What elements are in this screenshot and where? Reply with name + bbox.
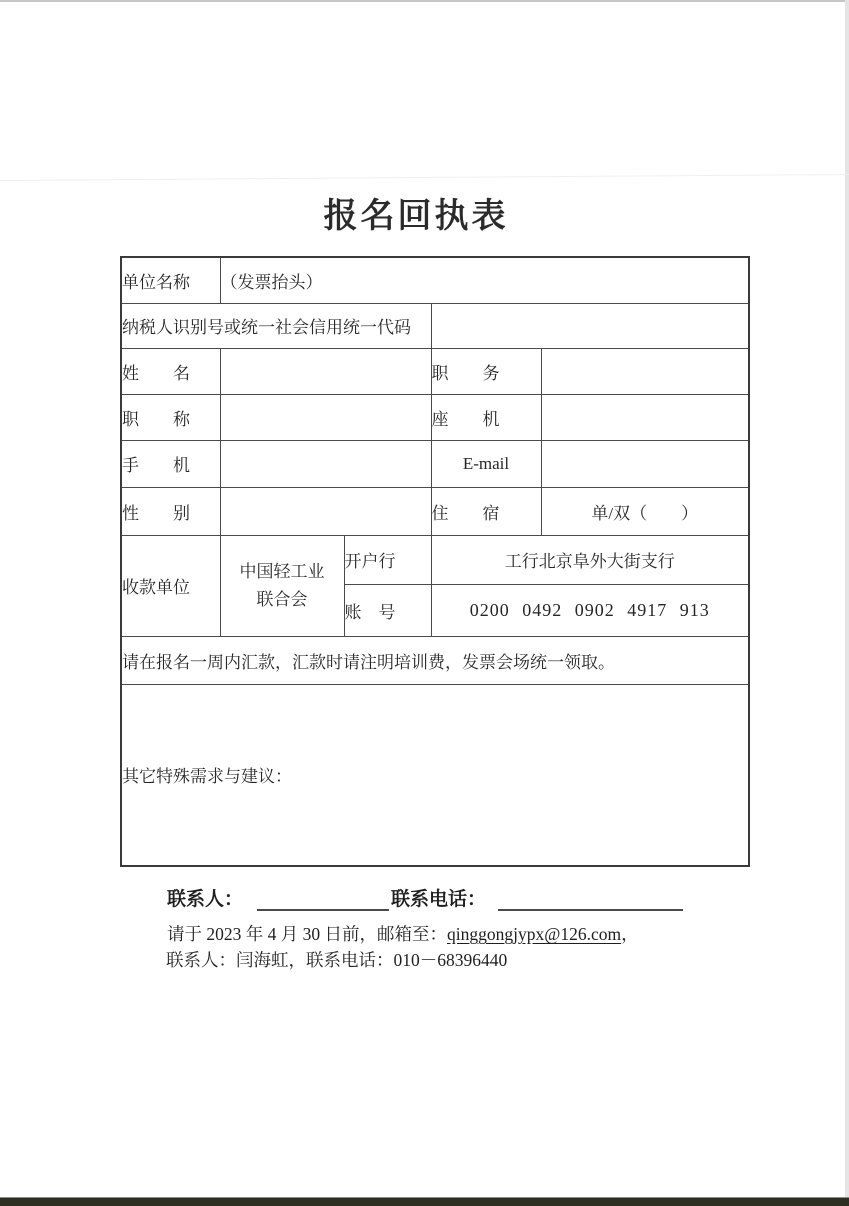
mobile-label-cell: 手 机 (121, 440, 220, 487)
payee-label-cell: 收款单位 (121, 535, 220, 636)
unit-name-label-cell: 单位名称 (121, 257, 220, 303)
contact-blank-line (167, 884, 683, 911)
prof-title-label-cell: 职 称 (121, 394, 220, 440)
row-payee-bank (121, 535, 749, 584)
lodging-value-cell: 单/双（ ） (541, 487, 749, 535)
contact-phone-label: 联系电话： (391, 889, 487, 910)
row-special-needs (121, 684, 749, 866)
row-remit-note (121, 636, 749, 684)
bank-value-cell: 工行北京阜外大街支行 (431, 535, 749, 584)
page-right-edge (845, 0, 849, 1206)
duty-label-cell: 职 务 (431, 348, 541, 394)
gender-label-cell: 性 别 (121, 487, 220, 535)
account-value-cell: 0200 0492 0902 4917 913 (431, 584, 749, 636)
tax-id-label-cell: 纳税人识别号或统一社会信用统一代码 (121, 303, 431, 348)
deadline-line (167, 921, 639, 946)
deadline-prefix-text: 请于 2023 年 4 月 30 日前，邮箱至： (167, 924, 447, 944)
email-value-cell (541, 440, 749, 487)
payee-org-line1: 中国轻工业 (239, 562, 325, 582)
contact-phone-blank (498, 890, 683, 911)
page-title: 报名回执表 (323, 198, 509, 235)
special-needs-cell: 其它特殊需求与建议： (121, 684, 749, 866)
landline-label-cell: 座 机 (431, 394, 541, 440)
mobile-value-cell (220, 440, 431, 487)
remit-note-cell: 请在报名一周内汇款，汇款时请注明培训费，发票会场统一领取。 (121, 636, 749, 684)
email-address-text: qinggongjypx@126.com (447, 924, 622, 944)
scan-crease-line (0, 174, 849, 181)
prof-title-value-cell (220, 394, 431, 440)
row-title-landline (121, 394, 749, 440)
tax-id-value-cell (431, 303, 749, 348)
payee-org-cell (220, 535, 344, 636)
page-top-edge (0, 0, 849, 2)
duty-value-cell (541, 348, 749, 394)
gender-value-cell (220, 487, 431, 535)
row-tax-id (121, 303, 749, 348)
row-unit-name (121, 257, 749, 303)
organizer-contact-line: 联系人：闫海虹，联系电话：010－68396440 (166, 950, 508, 970)
contact-name-blank (257, 890, 389, 911)
row-mobile-email (121, 440, 749, 487)
unit-name-value-cell: （发票抬头） (220, 257, 749, 303)
name-label-cell: 姓 名 (121, 348, 220, 394)
row-name-duty (121, 348, 749, 394)
account-label-cell: 账 号 (344, 584, 431, 636)
deadline-suffix-text: ， (621, 924, 639, 944)
lodging-label-cell: 住 宿 (431, 487, 541, 535)
bank-label-cell: 开户行 (344, 535, 431, 584)
name-value-cell (220, 348, 431, 394)
row-gender-lodging (121, 487, 749, 535)
registration-table (120, 256, 750, 867)
contact-label: 联系人： (167, 889, 244, 910)
email-label-cell: E-mail (431, 440, 541, 487)
landline-value-cell (541, 394, 749, 440)
payee-org-line2: 联合会 (256, 589, 308, 609)
page-bottom-scan-band (0, 1197, 849, 1206)
